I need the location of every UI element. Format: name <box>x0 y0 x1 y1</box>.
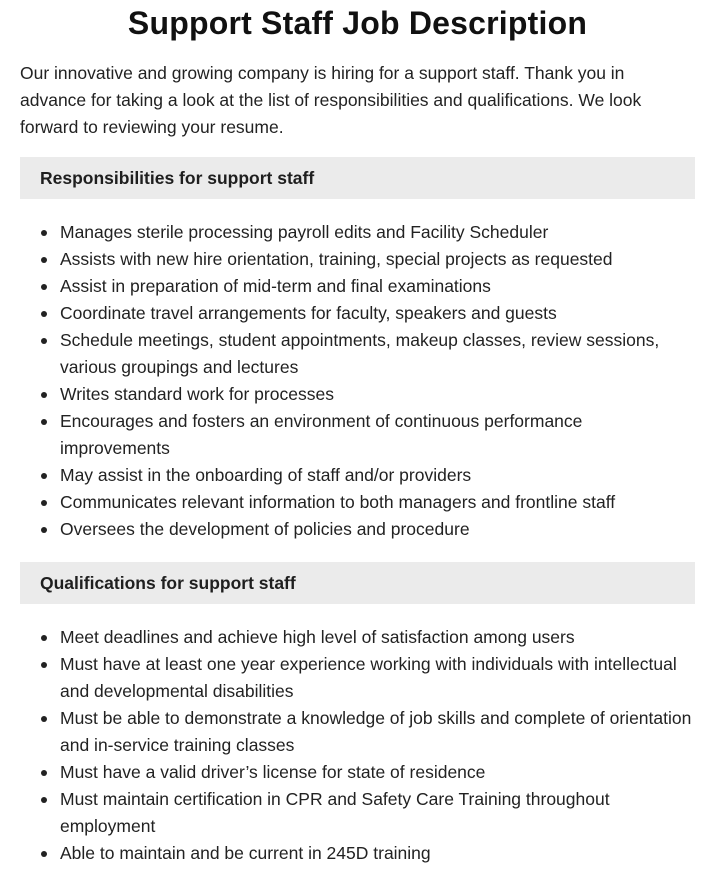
responsibility-item: Assist in preparation of mid-term and final examinations <box>20 273 695 300</box>
responsibility-item: Writes standard work for processes <box>20 381 695 408</box>
responsibility-item: Coordinate travel arrangements for faculty, speakers and guests <box>20 300 695 327</box>
qualifications-heading: Qualifications for support staff <box>40 573 296 593</box>
responsibility-item: Assists with new hire orientation, training, special projects as requested <box>20 246 695 273</box>
responsibility-item: Communicates relevant information to both managers and frontline staff <box>20 489 695 516</box>
responsibility-item: Schedule meetings, student appointments, makeup classes, review sessions, various groupings and lectures <box>20 327 695 381</box>
qualification-item: Must have at least one year experience working with individuals with intellectual and developmental disabilities <box>20 651 695 705</box>
responsibility-item: May assist in the onboarding of staff and/or providers <box>20 462 695 489</box>
intro-paragraph: Our innovative and growing company is hiring for a support staff. Thank you in advance for taking a look at the list of responsibilities and qualifications. We look forward to reviewing your resume. <box>20 63 642 137</box>
responsibility-item: Manages sterile processing payroll edits and Facility Scheduler <box>20 219 695 246</box>
page-title: Support Staff Job Description <box>127 5 588 41</box>
responsibilities-list <box>20 219 695 543</box>
responsibility-item: Oversees the development of policies and procedure <box>20 516 695 543</box>
qualification-item: Must have a valid driver’s license for state of residence <box>20 759 695 786</box>
qualifications-list <box>20 624 695 867</box>
qualification-item: Must be able to demonstrate a knowledge of job skills and complete of orientation and in-service training classes <box>20 705 695 759</box>
qualification-item: Must maintain certification in CPR and Safety Care Training throughout employment <box>20 786 695 840</box>
responsibility-item: Encourages and fosters an environment of continuous performance improvements <box>20 408 695 462</box>
responsibilities-heading: Responsibilities for support staff <box>40 168 315 188</box>
qualification-item: Able to maintain and be current in 245D training <box>20 840 695 867</box>
qualifications-section-header <box>20 562 695 604</box>
qualification-item: Meet deadlines and achieve high level of satisfaction among users <box>20 624 695 651</box>
responsibilities-section-header <box>20 157 695 199</box>
